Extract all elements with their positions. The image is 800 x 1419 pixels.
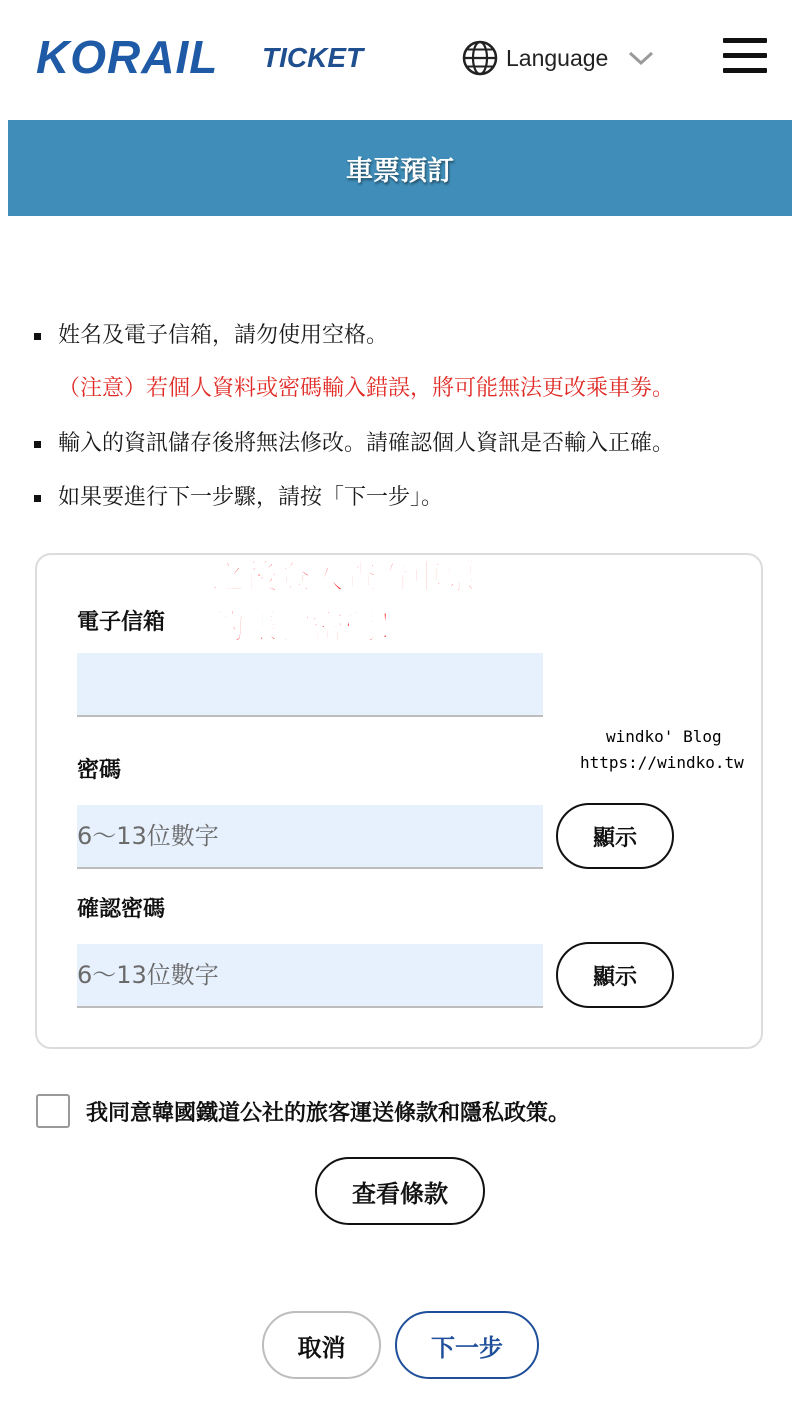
show-confirm-password-button[interactable]: 顯示 xyxy=(556,942,674,1008)
bullet-icon xyxy=(34,333,41,340)
cancel-button[interactable]: 取消 xyxy=(262,1311,381,1379)
language-label: Language xyxy=(506,44,609,71)
next-button[interactable]: 下一步 xyxy=(395,1311,539,1379)
bullet-icon xyxy=(34,495,41,502)
bullet-icon xyxy=(34,441,41,448)
password-label: 密碼 xyxy=(77,758,122,783)
notice-text: 姓名及電子信箱，請勿使用空格。 xyxy=(58,323,389,348)
watermark xyxy=(580,724,744,776)
hamburger-menu-icon[interactable] xyxy=(723,38,767,74)
watermark-title: windko' Blog xyxy=(606,727,722,746)
notice-text: 如果要進行下一步驟，請按「下一步」。 xyxy=(58,485,444,510)
logo-text: KORAIL xyxy=(36,31,219,83)
chevron-down-icon xyxy=(628,50,654,66)
view-terms-button[interactable]: 查看條款 xyxy=(315,1157,485,1225)
globe-icon xyxy=(462,40,498,76)
email-label: 電子信箱 xyxy=(77,610,166,635)
confirm-password-label: 確認密碼 xyxy=(77,897,166,922)
warning-text: （注意）若個人資料或密碼輸入錯誤，將可能無法更改乘車劵。 xyxy=(58,376,675,401)
watermark-url: https://windko.tw xyxy=(580,753,744,772)
account-form xyxy=(35,553,763,1049)
page-title: 車票預訂 xyxy=(8,120,792,216)
confirm-password-field[interactable] xyxy=(77,944,543,1008)
agree-checkbox[interactable] xyxy=(36,1094,70,1128)
annotation-overlay: 之後登入查看車票 的帳號密碼！ xyxy=(212,557,476,646)
agreement-label: 我同意韓國鐵道公社的旅客運送條款和隱私政策。 xyxy=(86,1100,571,1126)
show-password-button[interactable]: 顯示 xyxy=(556,803,674,869)
language-selector[interactable] xyxy=(462,38,654,78)
agreement-row xyxy=(36,1093,570,1129)
email-field[interactable] xyxy=(77,653,543,717)
logo-subtext: TICKET xyxy=(262,42,364,73)
app-header xyxy=(0,0,800,118)
password-field[interactable] xyxy=(77,805,543,869)
notice-text: 輸入的資訊儲存後將無法修改。請確認個人資訊是否輸入正確。 xyxy=(58,431,675,456)
